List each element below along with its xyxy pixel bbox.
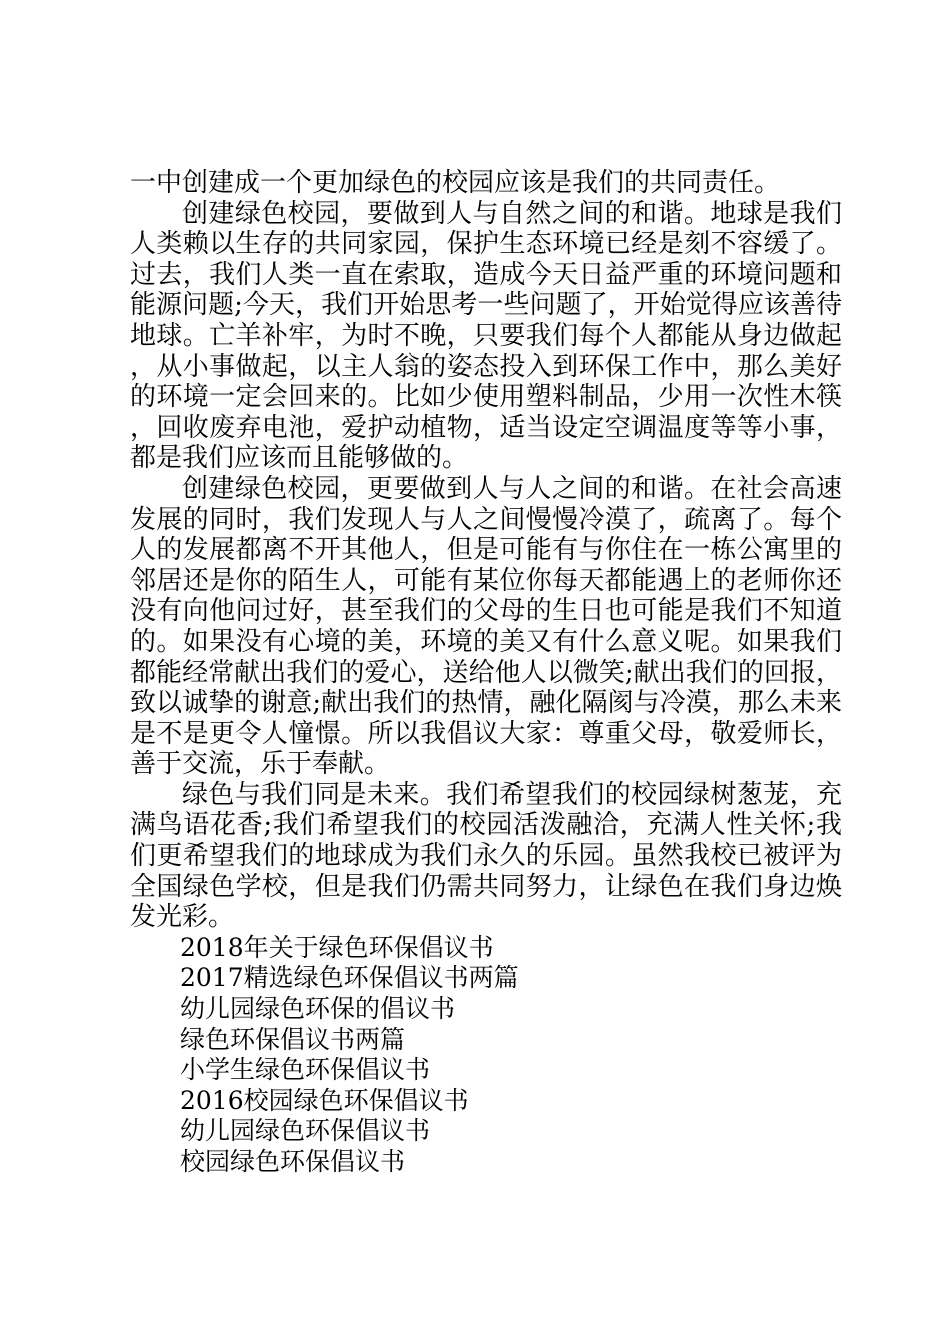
- paragraph-1: 一中创建成一个更加绿色的校园应该是我们的共同责任。: [130, 168, 781, 198]
- related-link[interactable]: 绿色环保倡议书两篇: [180, 1024, 406, 1054]
- related-link[interactable]: 校园绿色环保倡议书: [180, 1147, 406, 1176]
- related-link[interactable]: 2017精选绿色环保倡议书两篇: [180, 963, 519, 993]
- related-link[interactable]: 幼儿园绿色环保的倡议书: [180, 994, 456, 1024]
- document-page: [130, 168, 842, 1178]
- paragraph-3: 创建绿色校园，更要做到人与人之间的和谐。在社会高速发展的同时，我们发现人与人之间慢慢冷漠了，疏离了。每个人的发展都离不开其他人，但是可能有与你住在一栋公寓里的邻居还是你的陌生人，可能有某位你每天都能遇上的老师你还没有向他问过好，甚至我们的父母的生日也可能是我们不知道的。如果没有心境的美，环境的美又有什么意义呢。如果我们都能经常献出我们的爱心，送给他人以微笑;献出我们的回报，致以诚挚的谢意;献出我们的热情，融化隔阂与冷漠，那么未来是不是更令人憧憬。所以我倡议大家：尊重父母，敬爱师长，善于交流，乐于奉献。: [130, 473, 842, 780]
- paragraph-4: 绿色与我们同是未来。我们希望我们的校园绿树葱茏，充满鸟语花香;我们希望我们的校园活泼融洽，充满人性关怀;我们更希望我们的地球成为我们永久的乐园。虽然我校已被评为全国绿色学校，但是我们仍需共同努力，让绿色在我们身边焕发光彩。: [130, 779, 842, 933]
- related-link[interactable]: 小学生绿色环保倡议书: [180, 1055, 431, 1085]
- document-body: [130, 168, 842, 933]
- paragraph-2: 创建绿色校园，要做到人与自然之间的和谐。地球是我们人类赖以生存的共同家园，保护生态环境已经是刻不容缓了。过去，我们人类一直在索取，造成今天日益严重的环境问题和能源问题;今天，我们开始思考一些问题了，开始觉得应该善待地球。亡羊补牢，为时不晚，只要我们每个人都能从身边做起，从小事做起，以主人翁的姿态投入到环保工作中，那么美好的环境一定会回来的。比如少使用塑料制品，少用一次性木筷，回收废弃电池，爱护动植物，适当设定空调温度等等小事，都是我们应该而且能够做的。: [130, 198, 842, 474]
- related-link[interactable]: 幼儿园绿色环保倡议书: [180, 1116, 431, 1146]
- related-link[interactable]: 2016校园绿色环保倡议书: [180, 1085, 469, 1115]
- related-link[interactable]: 2018年关于绿色环保倡议书: [180, 932, 494, 962]
- related-links-list: [130, 933, 842, 1178]
